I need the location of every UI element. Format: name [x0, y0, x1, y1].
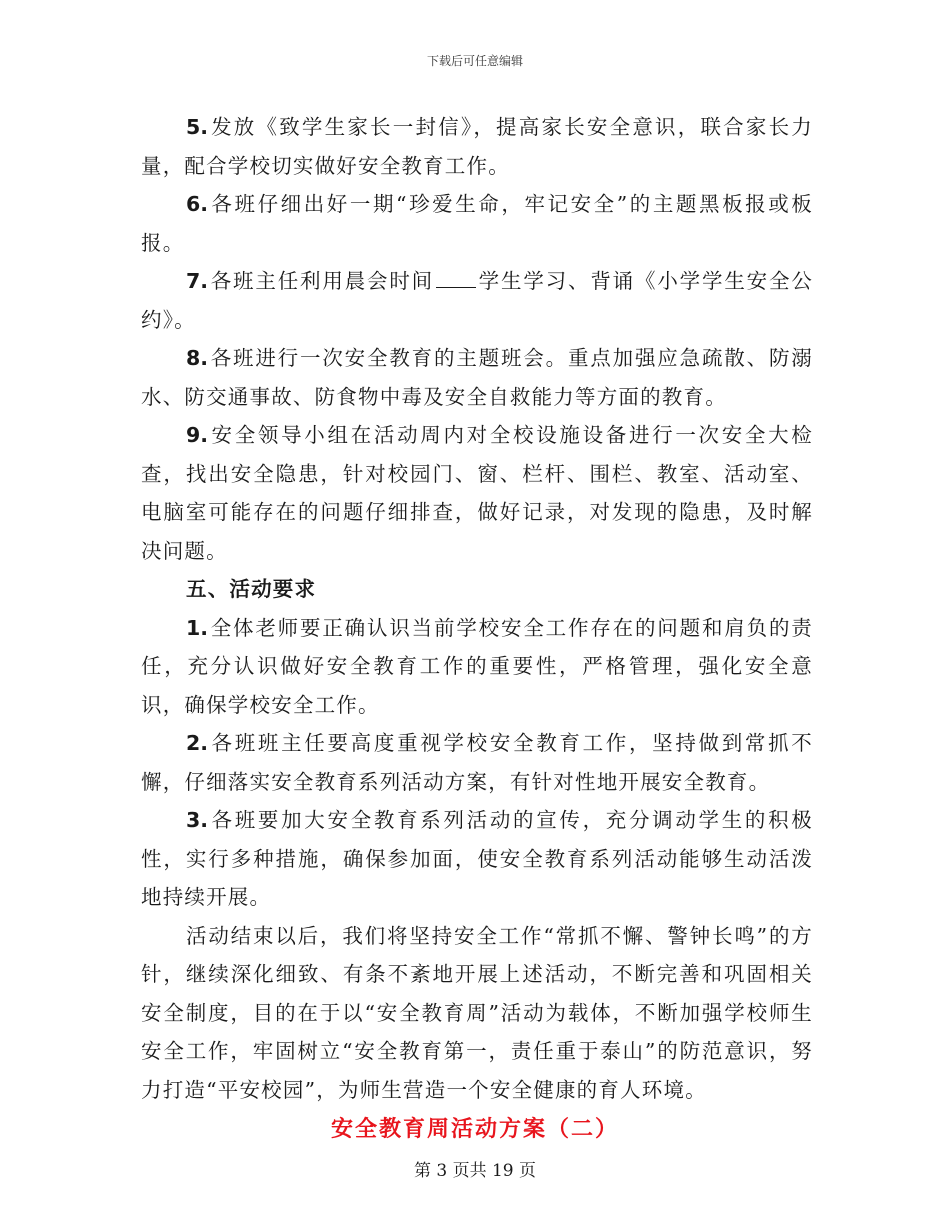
- list-item: [141, 339, 813, 416]
- item-text: 全体老师要正确认识当前学校安全工作存在的问题和肩负的责任，充分认识做好安全教育工作的重要性，严格管理，强化安全意识，确保学校安全工作。: [141, 615, 813, 717]
- list-item: [141, 262, 813, 339]
- list-item: [141, 185, 813, 262]
- list-item: [141, 801, 813, 917]
- list-item: [141, 108, 813, 185]
- item-number: 1.: [186, 615, 209, 640]
- item-number: 2.: [186, 731, 209, 755]
- item-text: 学生学习、背诵《小学学生安全公约》。: [141, 269, 814, 332]
- item-text: 安全领导小组在活动周内对全校设施设备进行一次安全大检查，找出安全隐患，针对校园门、窗、栏杆、围栏、教室、活动室、电脑室可能存在的问题仔细排查，做好记录，对发现的隐患，及时解决问题。: [141, 423, 813, 563]
- document-body: [141, 108, 813, 1109]
- item-number: 6.: [186, 192, 209, 216]
- page-header: 下载后可任意编辑: [426, 54, 523, 68]
- item-number: 3.: [186, 808, 209, 832]
- fill-in-blank: [436, 267, 476, 288]
- list-item: [141, 416, 813, 570]
- item-text: 各班进行一次安全教育的主题班会。重点加强应急疏散、防溺水、防交通事故、防食物中毒及安全自救能力等方面的教育。: [141, 346, 813, 409]
- item-number: 7.: [186, 269, 209, 293]
- item-text: 各班主任利用晨会时间: [210, 269, 435, 293]
- section-heading: 五、活动要求: [186, 577, 317, 601]
- list-item: [141, 609, 813, 725]
- item-number: 5.: [186, 115, 209, 139]
- next-section-title: 安全教育周活动方案（二）: [330, 1117, 619, 1142]
- item-text: 各班班主任要高度重视学校安全教育工作，坚持做到常抓不懈，仔细落实安全教育系列活动方案，有针对性地开展安全教育。: [141, 731, 813, 794]
- item-number: 8.: [186, 346, 209, 370]
- closing-paragraph: 活动结束以后，我们将坚持安全工作“常抓不懈、警钟长鸣”的方针，继续深化细致、有条不紊地开展上述活动，不断完善和巩固相关安全制度，目的在于以“安全教育周”活动为载体，不断加强学校师生安全工作，牢固树立“安全教育第一，责任重于泰山”的防范意识，努力打造“平安校园”，为师生营造一个安全健康的育人环境。: [141, 923, 813, 1102]
- item-text: 各班仔细出好一期“珍爱生命，牢记安全”的主题黑板报或板报。: [141, 192, 813, 255]
- item-text: 发放《致学生家长一封信》，提高家长安全意识，联合家长力量，配合学校切实做好安全教育工作。: [141, 115, 813, 178]
- item-number: 9.: [186, 423, 209, 447]
- page-footer: 第 3 页共 19 页: [413, 1161, 537, 1181]
- list-item: [141, 724, 813, 801]
- item-text: 各班要加大安全教育系列活动的宣传，充分调动学生的积极性，实行多种措施，确保参加面，使安全教育系列活动能够生动活泼地持续开展。: [141, 808, 813, 909]
